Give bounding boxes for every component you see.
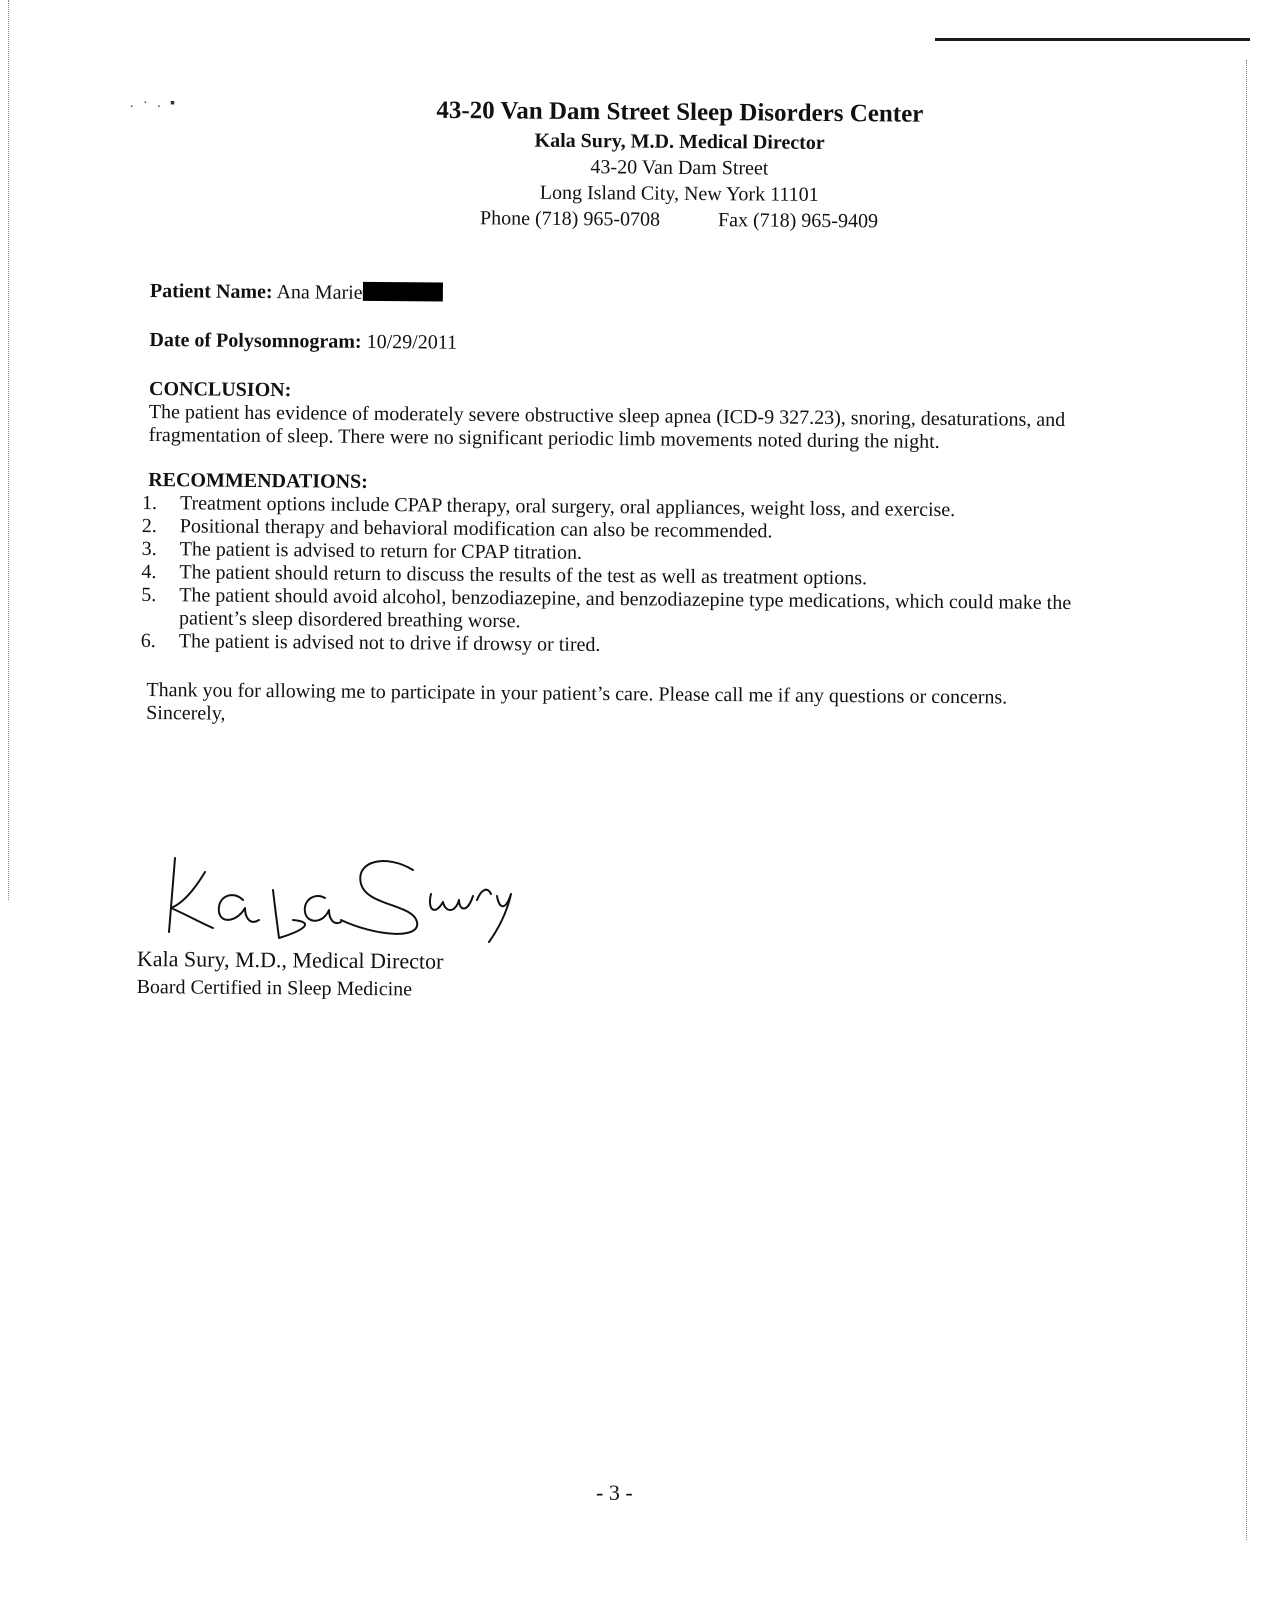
- polysomnogram-date-field: [149, 329, 1109, 360]
- phone-number: Phone (718) 965-0708: [479, 207, 661, 231]
- recommendation-text: The patient should avoid alcohol, benzodiazepine, and benzodiazepine type medications, which could make the patient’s sleep disordered breathing worse.: [178, 584, 1072, 633]
- recommendation-number: 1.: [141, 491, 158, 515]
- letter-body: [140, 280, 1110, 733]
- recommendation-text: Positional therapy and behavioral modification can also be recommended.: [179, 515, 773, 543]
- recommendation-text: Treatment options include CPAP therapy, oral surgery, oral appliances, weight loss, and exercise.: [179, 492, 956, 522]
- city-line: Long Island City, New York 11101: [539, 181, 819, 206]
- conclusion-text: The patient has evidence of moderately severe obstructive sleep apnea (ICD-9 327.23), snoring, desaturations, and fragmentation of sleep. There were no significant periodic limb movements noted during the night.: [148, 400, 1066, 453]
- recommendation-number: 4.: [141, 560, 157, 584]
- salutation: Sincerely,: [146, 701, 226, 725]
- contact-line: [319, 204, 1039, 236]
- recommendation-text: The patient is advised to return for CPAP titration.: [179, 538, 583, 564]
- scan-specks: . · . ▪: [130, 96, 179, 111]
- director-line: Kala Sury, M.D. Medical Director: [534, 129, 825, 154]
- recommendation-number: 5.: [141, 583, 157, 607]
- fax-number: Fax (718) 965-9409: [717, 209, 879, 233]
- recommendation-number: 6.: [140, 629, 156, 653]
- recommendation-text: The patient should return to discuss the results of the test as well as treatment options.: [179, 561, 868, 590]
- thank-you-note: Thank you for allowing me to participate in your patient’s care. Please call me if any questions or concerns.: [146, 678, 1008, 709]
- recommendation-number: 3.: [141, 537, 157, 561]
- date-label: Date of Polysomnogram:: [149, 328, 362, 353]
- recommendations-list: [140, 491, 1108, 661]
- patient-name-field: [150, 280, 1110, 311]
- recommendation-item: [141, 583, 1107, 638]
- signer-certification: Board Certified in Sleep Medicine: [136, 975, 413, 1001]
- handwritten-signature: [155, 850, 515, 950]
- recommendation-number: 2.: [141, 514, 157, 538]
- center-name: 43-20 Van Dam Street Sleep Disorders Center: [436, 96, 924, 128]
- redaction-bar: [363, 282, 443, 302]
- patient-name-value: Ana Marie: [276, 281, 363, 304]
- scan-top-rule: [935, 38, 1250, 41]
- patient-name-label: Patient Name:: [149, 280, 273, 304]
- scan-left-edge: [8, 0, 10, 900]
- recommendations-heading: RECOMMENDATIONS:: [148, 468, 368, 493]
- conclusion-heading: CONCLUSION:: [148, 377, 292, 402]
- recommendation-text: The patient is advised not to drive if drowsy or tired.: [178, 630, 601, 656]
- signer-name-title: Kala Sury, M.D., Medical Director: [136, 945, 444, 974]
- page-number: - 3 -: [596, 1480, 633, 1505]
- street-address: 43-20 Van Dam Street: [590, 156, 769, 180]
- scan-right-edge: [1246, 60, 1248, 1540]
- signature-block: [137, 945, 444, 1004]
- letterhead: [319, 94, 1040, 236]
- date-value: 10/29/2011: [366, 330, 458, 354]
